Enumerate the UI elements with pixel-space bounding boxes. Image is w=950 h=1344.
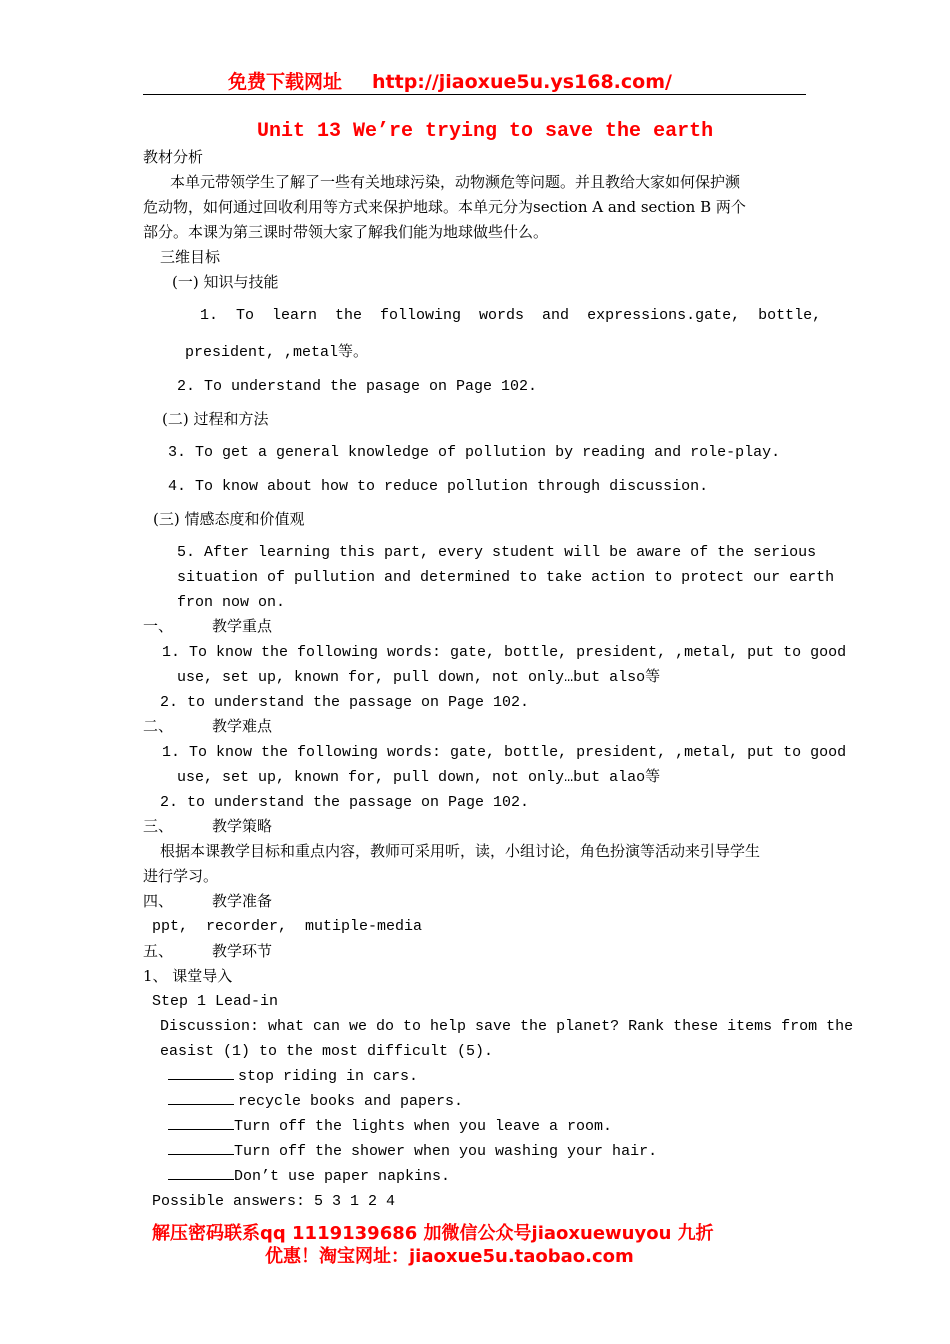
rank-item-text: stop riding in cars. (238, 1068, 419, 1085)
rank-item (168, 1064, 418, 1089)
analysis-heading: 教材分析 (143, 148, 204, 166)
footer-line-2: 优惠！淘宝网址：jiaoxue5u.taobao.com (265, 1246, 634, 1267)
rank-blank[interactable] (168, 1090, 234, 1105)
step-heading: 1、 课堂导入 (143, 967, 233, 985)
header-rule (143, 94, 806, 95)
section3-title: 教学策略 (212, 817, 273, 835)
section1-title: 教学重点 (212, 617, 273, 635)
header-label: 免费下载网址 (228, 71, 343, 93)
footer-line-1: 解压密码联系qq 1119139686 加微信公众号jiaoxuewuyou 九折 (152, 1223, 714, 1244)
rank-item (168, 1139, 657, 1164)
section1-item2: 2. to understand the passage on Page 102. (160, 694, 530, 711)
section3-number: 三、 (143, 817, 174, 835)
rank-blank[interactable] (168, 1165, 234, 1180)
goal3-item5-line3: fron now on. (177, 594, 286, 611)
section4-number: 四、 (143, 892, 174, 910)
section1-item1-line1: 1. To know the following words: gate, bottle, president, ,metal, put to good (162, 644, 847, 661)
goal2-item3: 3. To get a general knowledge of pollution by reading and role-play. (168, 444, 781, 461)
section5-number: 五、 (143, 942, 174, 960)
rank-blank[interactable] (168, 1065, 234, 1080)
analysis-line-3: 部分。本课为第三课时带领大家了解我们能为地球做些什么。 (143, 223, 549, 241)
rank-item-text: Turn off the lights when you leave a room. (234, 1118, 613, 1135)
goal1-item1-line1: 1. To learn the following words and expressions.gate, bottle, (200, 307, 822, 324)
possible-answers: Possible answers: 5 3 1 2 4 (152, 1193, 396, 1210)
section3-line-2: 进行学习。 (143, 867, 219, 885)
section4-materials: ppt, recorder, mutiple-media (152, 918, 423, 935)
section2-item2: 2. to understand the passage on Page 102. (160, 794, 530, 811)
goal3-item5-line2: situation of pullution and determined to take action to protect our earth (177, 569, 835, 586)
header-url-link[interactable]: http://jiaoxue5u.ys168.com/ (372, 71, 672, 93)
rank-item-text: Don’t use paper napkins. (234, 1168, 451, 1185)
discussion-line-2: easist (1) to the most difficult (5). (160, 1043, 494, 1060)
rank-item-text: Turn off the shower when you washing your hair. (234, 1143, 658, 1160)
header-download (228, 67, 672, 94)
analysis-line-1: 本单元带领学生了解了一些有关地球污染，动物濒危等问题。并且教给大家如何保护濒 (170, 173, 741, 191)
rank-item (168, 1164, 450, 1189)
step1-label: Step 1 Lead-in (152, 993, 279, 1010)
goal3-heading: (三) 情感态度和价值观 (153, 510, 305, 528)
goal1-item1-line2: president, ,metal等。 (185, 344, 369, 361)
rank-item-text: recycle books and papers. (238, 1093, 464, 1110)
goal1-heading: (一) 知识与技能 (172, 273, 279, 291)
section2-item1-line1: 1. To know the following words: gate, bottle, president, ,metal, put to good (162, 744, 847, 761)
section3-line-1: 根据本课教学目标和重点内容，教师可采用听，读，小组讨论，角色扮演等活动来引导学生 (160, 842, 761, 860)
goal2-item4: 4. To know about how to reduce pollution through discussion. (168, 478, 709, 495)
section1-item1-line2: use, set up, known for, pull down, not only…but also等 (177, 669, 661, 686)
section1-number: 一、 (143, 617, 174, 635)
section2-item1-line2: use, set up, known for, pull down, not only…but alao等 (177, 769, 661, 786)
goals-heading: 三维目标 (160, 248, 221, 266)
goal1-item2: 2. To understand the pasage on Page 102. (177, 378, 538, 395)
section2-title: 教学难点 (212, 717, 273, 735)
rank-item (168, 1114, 612, 1139)
rank-blank[interactable] (168, 1140, 234, 1155)
rank-blank[interactable] (168, 1115, 234, 1130)
page-title: Unit 13 We’re trying to save the earth (257, 120, 714, 143)
goal3-item5-line1: 5. After learning this part, every student will be aware of the serious (177, 544, 817, 561)
goal2-heading: (二) 过程和方法 (162, 410, 269, 428)
rank-item (168, 1089, 463, 1114)
section5-title: 教学环节 (212, 942, 273, 960)
discussion-line-1: Discussion: what can we do to help save the planet? Rank these items from the (160, 1018, 854, 1035)
section2-number: 二、 (143, 717, 174, 735)
analysis-line-2: 危动物，如何通过回收利用等方式来保护地球。本单元分为section A and section B 两个 (143, 198, 746, 216)
section4-title: 教学准备 (212, 892, 273, 910)
